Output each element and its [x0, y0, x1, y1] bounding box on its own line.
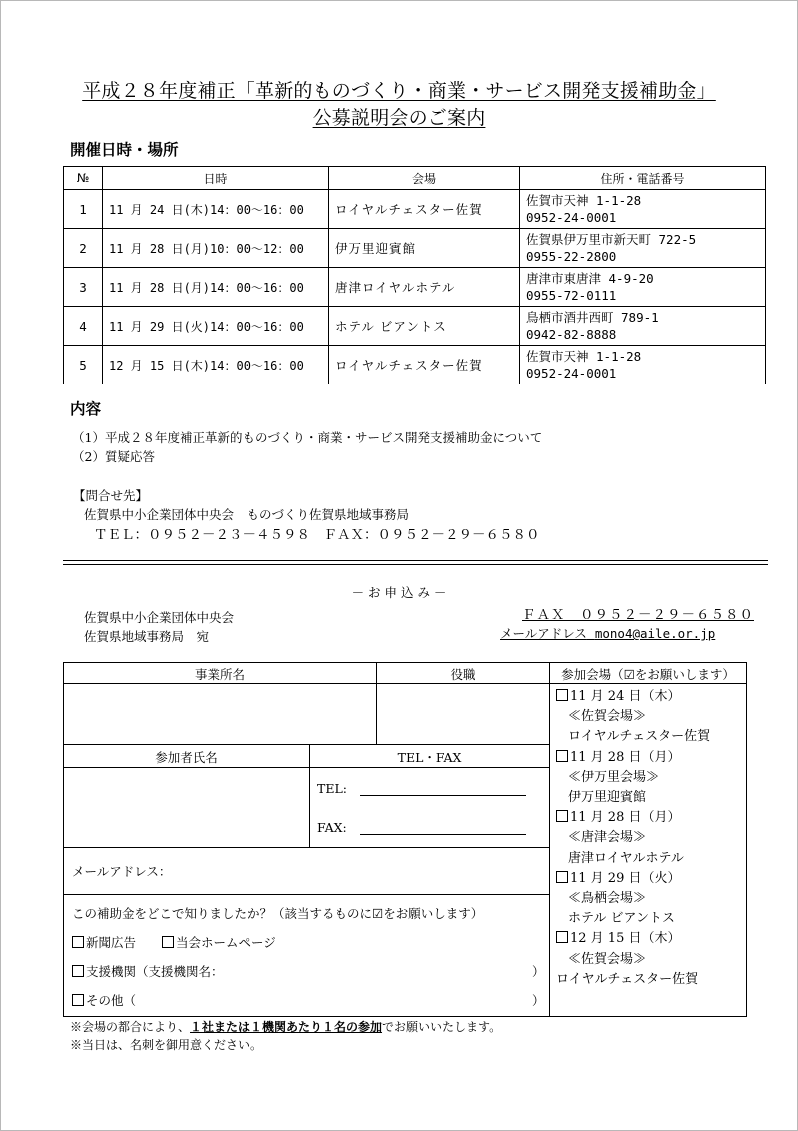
row-venue: 唐津ロイヤルホテル — [329, 268, 520, 307]
venue-header: 参加会場（☑をお願いします） — [561, 667, 735, 682]
col-date: 日時 — [103, 167, 329, 190]
venue-area: ≪伊万里会場≫ — [568, 769, 660, 785]
participant-name-label: 参加者氏名 — [155, 750, 218, 765]
row-address — [520, 190, 766, 229]
address-text: 唐津市東唐津 4-9-20 — [526, 271, 654, 286]
col-no: № — [64, 167, 103, 190]
address-text: 佐賀県伊万里市新天町 722-5 — [526, 232, 697, 247]
venue-area: ≪唐津会場≫ — [568, 830, 647, 846]
venue-option[interactable] — [556, 869, 746, 889]
telfax-label: TEL・FAX — [397, 750, 462, 765]
application-email-row — [500, 624, 715, 642]
contact-org: 佐賀県中小企業団体中央会 ものづくり佐賀県地域事務局 — [84, 507, 410, 522]
source-question: この補助金をどこで知りましたか？（該当するものに☑をお願いします） — [72, 906, 484, 921]
venue-area: ≪佐賀会場≫ — [568, 709, 647, 725]
venue-place: ロイヤルチェスター佐賀 — [568, 729, 711, 745]
venue-option[interactable] — [556, 808, 746, 828]
venue-checkbox-list — [556, 687, 746, 990]
checkbox[interactable] — [72, 936, 84, 948]
close-paren: ） — [532, 993, 545, 1008]
row-date: 11 月 24 日(木)14：00〜16：00 — [103, 190, 329, 229]
fax-label: FAX: — [317, 820, 347, 835]
checkbox[interactable] — [556, 750, 568, 762]
company-name-field[interactable] — [64, 685, 375, 743]
venue-date: 11 月 24 日（木） — [570, 689, 681, 704]
checkbox[interactable] — [72, 965, 84, 977]
application-heading: － お 申 込 み － — [351, 585, 447, 600]
content-item-2: （2）質疑応答 — [72, 449, 155, 464]
venue-option[interactable] — [556, 748, 746, 768]
email-address: mono4@aile.or.jp — [594, 626, 716, 641]
row-venue: 伊万里迎賓館 — [329, 229, 520, 268]
col-address: 住所・電話番号 — [520, 167, 766, 190]
application-fax: ＦＡＸ ０９５２－２９－６５８０ — [522, 607, 754, 623]
row-venue: ホテル ビアントス — [329, 307, 520, 346]
phone-text: 0955-22-2800 — [526, 249, 617, 264]
table-row — [64, 307, 766, 346]
row-address — [520, 346, 766, 385]
venue-date: 12 月 15 日（木） — [570, 931, 681, 947]
option-label: 支援機関（支援機関名： — [86, 964, 224, 979]
table-row — [64, 346, 766, 385]
phone-text: 0942-82-8888 — [526, 327, 617, 342]
table-row — [64, 268, 766, 307]
phone-text: 0955-72-0111 — [526, 288, 617, 303]
note-text: でお願いいたします。 — [382, 1020, 502, 1034]
checkbox[interactable] — [556, 871, 568, 883]
row-address — [520, 307, 766, 346]
venue-option[interactable] — [556, 929, 746, 949]
row-date: 12 月 15 日(木)14：00〜16：00 — [103, 346, 329, 385]
company-name-label: 事業所名 — [194, 667, 245, 682]
venue-date: 11 月 29 日（火） — [570, 870, 681, 886]
email-field-label: メールアドレス： — [72, 864, 172, 879]
venue-place: 唐津ロイヤルホテル — [568, 850, 684, 866]
addressee-line-2: 佐賀県地域事務局 宛 — [84, 629, 210, 644]
note-text: ※会場の都合により、 — [70, 1020, 191, 1034]
venue-date: 11 月 28 日（月） — [570, 810, 681, 826]
row-address — [520, 229, 766, 268]
checkbox[interactable] — [72, 994, 84, 1006]
email-field[interactable] — [174, 851, 544, 891]
venue-area: ≪鳥栖会場≫ — [568, 891, 647, 907]
row-date: 11 月 28 日(月)10：00〜12：00 — [103, 229, 329, 268]
row-no: 2 — [64, 229, 103, 268]
checkbox[interactable] — [556, 810, 568, 822]
table-row — [64, 229, 766, 268]
tel-label: TEL: — [317, 781, 347, 796]
table-header-row — [64, 167, 766, 190]
option-label: 新聞広告 — [86, 935, 137, 950]
row-venue: ロイヤルチェスター佐賀 — [329, 190, 520, 229]
separator-line — [63, 560, 768, 561]
content-heading: 内容 — [70, 400, 102, 418]
venue-area: ≪佐賀会場≫ — [568, 951, 647, 967]
row-date: 11 月 29 日(火)14：00〜16：00 — [103, 307, 329, 346]
tel-field[interactable] — [360, 795, 526, 796]
position-label: 役職 — [450, 667, 476, 682]
row-venue: ロイヤルチェスター佐賀 — [329, 346, 520, 385]
note-2: ※当日は、名刺を御用意ください。 — [70, 1038, 263, 1052]
checkbox[interactable] — [556, 931, 568, 943]
page-subtitle: 公募説明会のご案内 — [312, 107, 486, 129]
row-address — [520, 268, 766, 307]
venue-place: 伊万里迎賓館 — [568, 790, 647, 806]
option-support-agency[interactable] — [72, 962, 224, 980]
row-no: 5 — [64, 346, 103, 385]
row-no: 1 — [64, 190, 103, 229]
venue-place: ホテル ビアントス — [568, 911, 675, 927]
phone-text: 0952-24-0001 — [526, 366, 617, 381]
email-label: メールアドレス — [500, 626, 587, 641]
fax-field[interactable] — [360, 834, 526, 835]
option-label: その他（ — [86, 993, 137, 1008]
option-label: 当会ホームページ — [176, 935, 276, 950]
row-no: 4 — [64, 307, 103, 346]
row-date: 11 月 28 日(月)14：00〜16：00 — [103, 268, 329, 307]
addressee-line-1: 佐賀県中小企業団体中央会 — [84, 610, 235, 625]
checkbox[interactable] — [556, 689, 568, 701]
schedule-heading: 開催日時・場所 — [70, 141, 179, 159]
content-item-1: （1）平成２８年度補正革新的ものづくり・商業・サービス開発支援補助金について — [72, 430, 543, 445]
table-row — [64, 190, 766, 229]
venue-place: ロイヤルチェスター佐賀 — [556, 971, 699, 987]
participant-name-field[interactable] — [64, 769, 308, 846]
separator-line — [63, 564, 768, 565]
note-1 — [70, 1018, 501, 1035]
page-title: 平成２８年度補正「革新的ものづくり・商業・サービス開発支援補助金」 — [82, 80, 716, 102]
address-text: 佐賀市天神 1-1-28 — [526, 193, 642, 208]
option-homepage[interactable] — [162, 933, 276, 951]
contact-telfax: ＴＥＬ：０９５２－２３－４５９８ ＦＡＸ：０９５２－２９－６５８０ — [94, 527, 540, 543]
option-newspaper[interactable] — [72, 933, 136, 951]
close-paren: ） — [532, 964, 545, 979]
position-field[interactable] — [377, 685, 548, 743]
venue-option[interactable] — [556, 687, 746, 707]
option-other[interactable] — [72, 991, 136, 1009]
contact-heading: 【問合せ先】 — [73, 488, 149, 503]
address-text: 佐賀市天神 1-1-28 — [526, 349, 642, 364]
row-no: 3 — [64, 268, 103, 307]
address-text: 鳥栖市酒井西町 789-1 — [526, 310, 659, 325]
application-form — [63, 662, 747, 1017]
checkbox[interactable] — [162, 936, 174, 948]
phone-text: 0952-24-0001 — [526, 210, 617, 225]
col-venue: 会場 — [329, 167, 520, 190]
note-emphasis: １社または１機関あたり１名の参加 — [190, 1020, 383, 1034]
schedule-table — [63, 166, 766, 384]
venue-date: 11 月 28 日（月） — [570, 749, 681, 765]
